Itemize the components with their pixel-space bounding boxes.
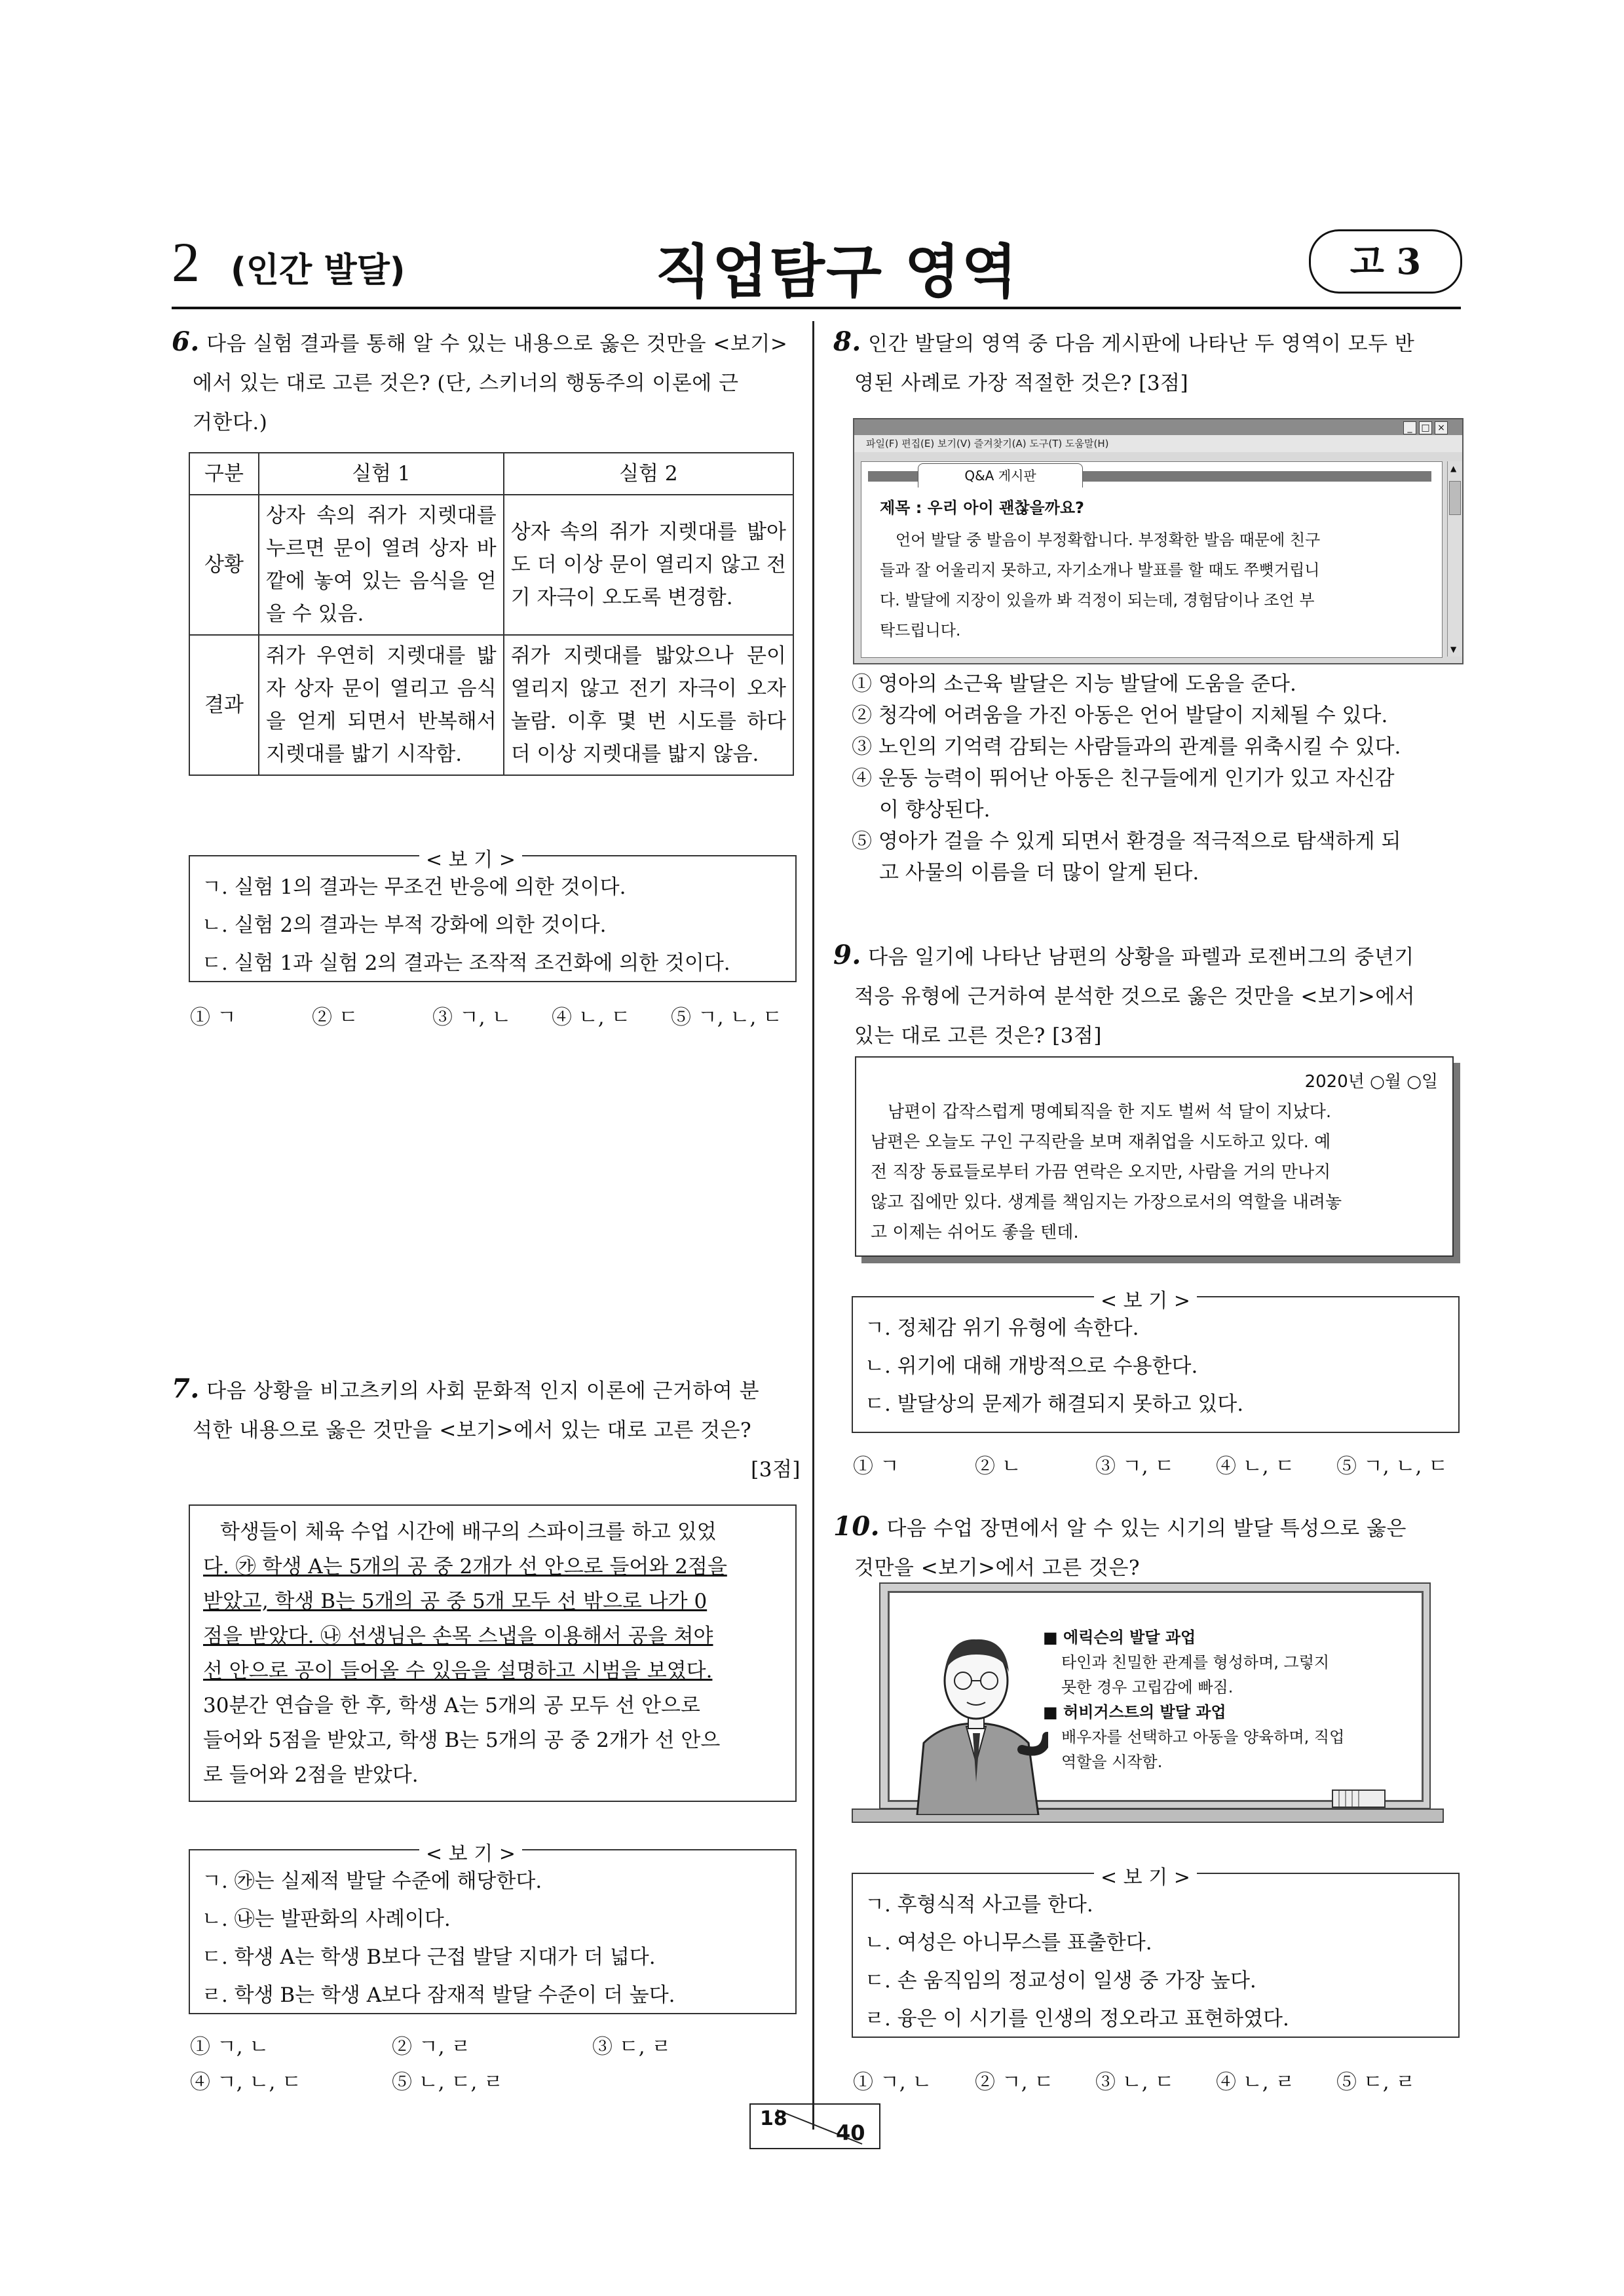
scroll-down-icon[interactable]: ▼: [1450, 645, 1457, 654]
post-line: 탁드립니다.: [880, 621, 961, 640]
question-number: 10.: [833, 1511, 880, 1542]
board-heading: 에릭슨의 발달 과업: [1063, 1628, 1196, 1647]
answer-option[interactable]: ③ 노인의 기억력 감퇴는 사람들과의 관계를 위축시킬 수 있다.: [852, 735, 1401, 759]
bogi-list: [865, 1886, 1289, 2038]
answer-option[interactable]: ① ㄱ: [853, 1455, 899, 1478]
column-divider: [812, 321, 814, 2130]
diary-line: 전 직장 동료들로부터 가끔 연락은 오지만, 사람을 거의 만나지: [871, 1162, 1331, 1182]
bogi-item: ㄹ. 융은 이 시기를 인생의 정오라고 표현하였다.: [865, 2007, 1289, 2031]
window-titlebar: [854, 419, 1462, 435]
bogi-item: ㄴ. 여성은 아니무스를 표출한다.: [865, 1931, 1152, 1955]
bogi-item: ㄴ. ㉯는 발판화의 사례이다.: [202, 1907, 451, 1931]
passage-line: 선 안으로 공이 들어올 수 있음을 설명하고 시범을 보였다.: [203, 1659, 713, 1683]
post-line: 들과 잘 어울리지 못하고, 자기소개나 발표를 할 때도 쭈뼛거립니: [880, 561, 1320, 579]
question-7-stem: [172, 1369, 801, 1489]
bogi-item: ㄱ. 후형식적 사고를 한다.: [865, 1893, 1093, 1917]
answer-option[interactable]: ① ㄱ, ㄴ: [853, 2071, 932, 2094]
passage-line: 학생들이 체육 수업 시간에 배구의 스파이크를 하고 있었: [220, 1520, 717, 1544]
bogi-item: ㄴ. 위기에 대해 개방적으로 수용한다.: [865, 1354, 1198, 1378]
answer-option[interactable]: ④ ㄱ, ㄴ, ㄷ: [190, 2071, 302, 2094]
question-number: 6.: [172, 326, 200, 357]
passage-text: [203, 1515, 784, 1793]
subject-label: (인간 발달): [231, 251, 406, 290]
row-label: 결과: [189, 635, 259, 775]
bogi-item: ㄱ. 실험 1의 결과는 무조건 반응에 의한 것이다.: [202, 875, 626, 899]
post-body: [880, 525, 1430, 645]
bogi-title: < 보 기 >: [419, 1837, 522, 1866]
points-label: [3점]: [751, 1458, 801, 1482]
passage-line: 로 들어와 2점을 받았다.: [203, 1763, 419, 1787]
answer-option[interactable]: ④ ㄴ, ㄹ: [1216, 2071, 1295, 2094]
bogi-item: ㄱ. 정체감 위기 유형에 속한다.: [865, 1316, 1139, 1340]
stem-line: 에서 있는 대로 고른 것은? (단, 스키너의 행동주의 이론에 근: [193, 372, 739, 395]
answer-option[interactable]: ④ ㄴ, ㄷ: [1216, 1455, 1295, 1478]
question-number: 8.: [833, 326, 861, 357]
answer-option[interactable]: ② 청각에 어려움을 가진 아동은 언어 발달이 지체될 수 있다.: [852, 704, 1388, 727]
post-title: 제목 : 우리 아이 괜찮을까요?: [880, 499, 1084, 517]
bogi-list: [865, 1309, 1243, 1423]
bogi-item: ㄷ. 손 움직임의 정교성이 일생 중 가장 높다.: [865, 1969, 1256, 1993]
bogi-item: ㄴ. 실험 2의 결과는 부적 강화에 의한 것이다.: [202, 913, 607, 937]
answer-option[interactable]: ③ ㄱ, ㄴ: [432, 1006, 512, 1029]
page-title: 직업탐구 영역: [655, 238, 1019, 305]
passage-line: 점을 받았다. ㉯ 선생님은 손목 스냅을 이용해서 공을 쳐야: [203, 1624, 713, 1648]
board-line: 배우자를 선택하고 아동을 양육하며, 직업: [1061, 1728, 1345, 1746]
bogi-title: < 보 기 >: [1094, 1284, 1197, 1313]
passage-line: 다. ㉮ 학생 A는 5개의 공 중 2개가 선 안으로 들어와 2점을: [203, 1555, 727, 1578]
bogi-item: ㄹ. 학생 B는 학생 A보다 잠재적 발달 수준이 더 높다.: [202, 1983, 675, 2007]
post-line: 언어 발달 중 발음이 부정확합니다. 부정확한 발음 때문에 친구: [896, 531, 1321, 549]
teacher-illustration: [904, 1618, 1048, 1815]
answer-option[interactable]: ⑤ ㄷ, ㄹ: [1336, 2071, 1416, 2094]
stem-line: 다음 수업 장면에서 알 수 있는 시기의 발달 특성으로 옳은: [886, 1517, 1407, 1540]
bogi-title: < 보 기 >: [419, 843, 522, 872]
maximize-icon[interactable]: □: [1419, 421, 1432, 434]
stem-line: 석한 내용으로 옳은 것만을 <보기>에서 있는 대로 고른 것은?: [193, 1419, 752, 1442]
stem-line: 다음 상황을 비고츠키의 사회 문화적 인지 이론에 근거하여 분: [206, 1379, 760, 1403]
q8-options: [852, 668, 1461, 889]
answer-option[interactable]: ③ ㄴ, ㄷ: [1095, 2071, 1175, 2094]
stem-line: 있는 대로 고른 것은? [3점]: [854, 1024, 1102, 1048]
answer-option[interactable]: ⑤ ㄱ, ㄴ, ㄷ: [1336, 1455, 1448, 1478]
table-header: 실험 1: [259, 453, 504, 495]
eraser-icon: [1330, 1785, 1389, 1811]
board-line: 못한 경우 고립감에 빠짐.: [1061, 1678, 1234, 1696]
stem-line: 것만을 <보기>에서 고른 것은?: [854, 1556, 1141, 1580]
bullet-icon: ■: [1043, 1703, 1058, 1721]
answer-option[interactable]: ③ ㄷ, ㄹ: [592, 2035, 671, 2059]
header-rule: [172, 307, 1461, 309]
diary-line: 고 이제는 쉬어도 좋을 텐데.: [871, 1223, 1079, 1242]
answer-option[interactable]: ② ㄱ, ㄷ: [975, 2071, 1054, 2094]
table-header: 구분: [189, 453, 259, 495]
experiment-table: [189, 452, 794, 776]
passage-line: 30분간 연습을 한 후, 학생 A는 5개의 공 모두 선 안으로: [203, 1694, 700, 1717]
stem-line: 인간 발달의 영역 중 다음 게시판에 나타난 두 영역이 모두 반: [868, 332, 1415, 356]
bogi-list: [202, 1862, 675, 2014]
scroll-up-icon[interactable]: ▲: [1450, 464, 1457, 473]
table-cell: 쥐가 지렛대를 밟았으나 문이 열리지 않고 전기 자극이 오자 놀람. 이후 몇 번 시도를 하다 더 이상 지렛대를 밟지 않음.: [504, 635, 793, 775]
table-cell: 상자 속의 쥐가 지렛대를 누르면 문이 열려 상자 바깥에 놓여 있는 음식을 얻을 수 있음.: [259, 495, 504, 635]
table-cell: 상자 속의 쥐가 지렛대를 밟아도 더 이상 문이 열리지 않고 전기 자극이 오도록 변경함.: [504, 495, 793, 635]
bogi-list: [202, 868, 730, 982]
grade-badge: 고 3: [1309, 229, 1462, 294]
question-8-stem: [833, 322, 1462, 403]
page-total: 40: [836, 2120, 865, 2145]
table-cell: 쥐가 우연히 지렛대를 밟자 상자 문이 열리고 음식을 얻게 되면서 반복해서 지렛대를 밟기 시작함.: [259, 635, 504, 775]
question-6-stem: [172, 322, 801, 442]
close-icon[interactable]: ×: [1435, 421, 1448, 434]
question-9-stem: [833, 936, 1462, 1056]
table-header: 실험 2: [504, 453, 793, 495]
diary-line: 남편은 오늘도 구인 구직란을 보며 재취업을 시도하고 있다. 예: [871, 1132, 1331, 1152]
answer-option[interactable]: ⑤ ㄴ, ㄷ, ㄹ: [392, 2071, 504, 2094]
diary-box: [855, 1056, 1454, 1257]
diary-date: 2020년 ○월 ○일: [1304, 1072, 1438, 1092]
bogi-title: < 보 기 >: [1094, 1861, 1197, 1890]
qa-board-window: [853, 418, 1463, 664]
passage-line: 들어와 5점을 받았고, 학생 B는 5개의 공 중 2개가 선 안으: [203, 1729, 721, 1752]
answer-option[interactable]: ② ㄷ: [312, 1006, 358, 1029]
board-text: [1043, 1625, 1410, 1774]
answer-option[interactable]: ① ㄱ: [190, 1006, 236, 1029]
answer-option[interactable]: ⑤ ㄱ, ㄴ, ㄷ: [671, 1006, 783, 1029]
diary-text: [871, 1097, 1441, 1248]
diary-line: 않고 집에만 있다. 생계를 책임지는 가장으로서의 역할을 내려놓: [871, 1193, 1342, 1212]
stem-line: 다음 일기에 나타난 남편의 상황을 파렐과 로젠버그의 중년기: [868, 946, 1414, 969]
answer-option[interactable]: ② ㄴ: [975, 1455, 1021, 1478]
minimize-icon[interactable]: _: [1403, 421, 1416, 434]
row-label: 상황: [189, 495, 259, 635]
question-number: 7.: [172, 1373, 200, 1404]
passage-line: 받았고, 학생 B는 5개의 공 중 5개 모두 선 밖으로 나가 0: [203, 1590, 708, 1613]
answer-option[interactable]: ① ㄱ, ㄴ: [190, 2035, 269, 2059]
answer-option[interactable]: ② ㄱ, ㄹ: [392, 2035, 471, 2059]
answer-option-continued: 이 향상된다.: [879, 798, 991, 822]
answer-option[interactable]: ④ ㄴ, ㄷ: [552, 1006, 631, 1029]
post-line: 다. 발달에 지장이 있을까 봐 걱정이 되는데, 경험담이나 조언 부: [880, 591, 1315, 609]
page-number-box: [749, 2103, 880, 2149]
board-line: 역할을 시작함.: [1061, 1753, 1163, 1771]
menu-bar[interactable]: 파일(F) 편집(E) 보기(V) 즐겨찾기(A) 도구(T) 도움말(H): [854, 435, 1462, 452]
answer-option[interactable]: ⑤ 영아가 걸을 수 있게 되면서 환경을 적극적으로 탐색하게 되: [852, 830, 1401, 853]
bogi-item: ㄷ. 발달상의 문제가 해결되지 못하고 있다.: [865, 1392, 1244, 1416]
bogi-item: ㄷ. 실험 1과 실험 2의 결과는 조작적 조건화에 의한 것이다.: [202, 951, 730, 975]
page-section-number: 2: [172, 231, 200, 294]
stem-line: 영된 사례로 가장 적절한 것은? [3점]: [854, 372, 1189, 395]
stem-line: 다음 실험 결과를 통해 알 수 있는 내용으로 옳은 것만을 <보기>: [206, 332, 788, 356]
answer-option[interactable]: ③ ㄱ, ㄷ: [1095, 1455, 1175, 1478]
question-10-stem: [833, 1507, 1462, 1588]
page-current: 18: [760, 2107, 787, 2130]
scrollbar[interactable]: [1447, 461, 1462, 657]
bullet-icon: ■: [1043, 1628, 1058, 1647]
stem-line: 거한다.): [193, 411, 268, 434]
board-heading: 허비거스트의 발달 과업: [1063, 1703, 1226, 1721]
bogi-item: ㄷ. 학생 A는 학생 B보다 근접 발달 지대가 더 넓다.: [202, 1945, 656, 1969]
scroll-thumb[interactable]: [1449, 481, 1461, 515]
stem-line: 적응 유형에 근거하여 분석한 것으로 옳은 것만을 <보기>에서: [854, 985, 1416, 1008]
board-line: 타인과 친밀한 관계를 형성하며, 그렇지: [1061, 1653, 1330, 1672]
diary-line: 남편이 갑작스럽게 명예퇴직을 한 지도 벌써 석 달이 지났다.: [888, 1102, 1332, 1122]
answer-option-continued: 고 사물의 이름을 더 많이 알게 된다.: [879, 861, 1199, 885]
answer-option[interactable]: ① 영아의 소근육 발달은 지능 발달에 도움을 준다.: [852, 672, 1296, 696]
bogi-item: ㄱ. ㉮는 실제적 발달 수준에 해당한다.: [202, 1869, 542, 1893]
tab-qa-board[interactable]: Q&A 게시판: [918, 463, 1083, 488]
answer-option[interactable]: ④ 운동 능력이 뛰어난 아동은 친구들에게 인기가 있고 자신감: [852, 767, 1395, 790]
board-content: [861, 461, 1443, 658]
question-number: 9.: [833, 940, 861, 970]
